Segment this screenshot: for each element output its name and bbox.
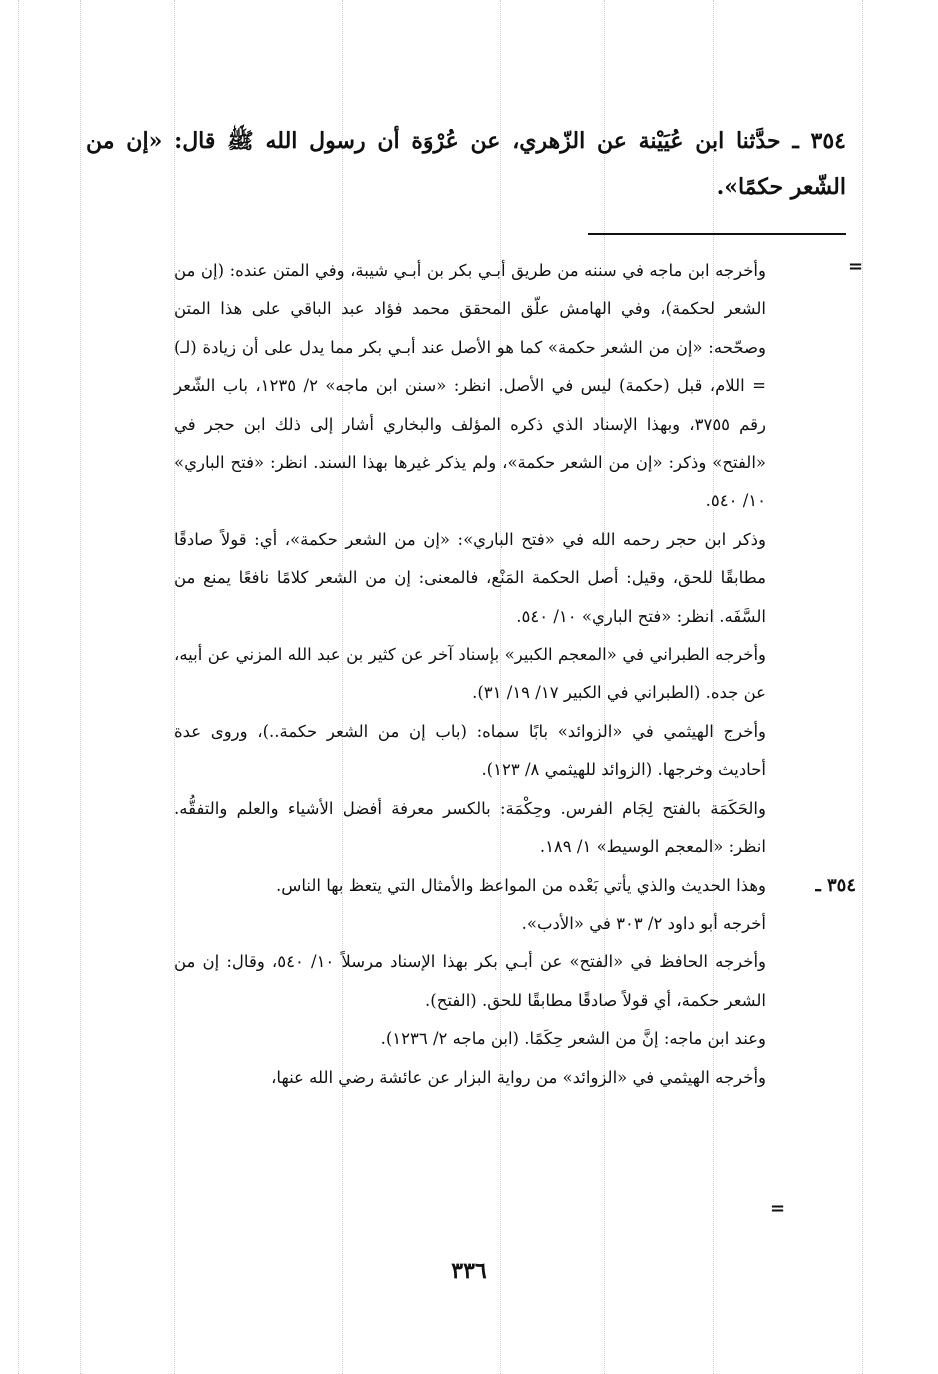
page-number: ٣٣٦ [451,1258,487,1284]
footnote-paragraph: وعند ابن ماجه: إنَّ من الشعر حِكَمًا. (ابن ماجه ٢/ ١٢٣٦). [380,1029,766,1049]
hadith-paragraph: ٣٥٤ ـ حدَّثنا ابن عُيَيْنة عن الزّهري، عن عُرْوَة أن رسول الله ﷺ قال: «إن من الشّعر حكمًا». [86,128,846,200]
footnote-paragraph: وأخرجه الحافظ في «الفتح» عن أبـي بكر بهذا الإسناد مرسلاً ١٠/ ٥٤٠، وقال: إن من الشعر حكمة، أي قولاً صادقًا مطابقًا للحق. (الفتح). [174,952,766,1010]
footnote-paragraph: وأخرجه ابن ماجه في سننه من طريق أبـي بكر بن أبـي شيبة، وفي المتن عنده: (إن من الشعر لحكمة)، وفي الهامش علّق المحقق محمد فؤاد عبد الباقي على هذا المتن وصحّحه: «إن من الشعر حكمة» كما هو الأصل عند أبـي بكر مما يدل على أن زيادة (لـ) = اللام، قبل (حكمة) ليس في الأصل. انظر: «سنن ابن ماجه» ٢/ ١٢٣٥، باب الشّعر رقم ٣٧٥٥، وبهذا الإسناد الذي ذكره المؤلف والبخاري أشار إلى ذلك ابن حجر في «الفتح» وذكر: «إن من الشعر حكمة»، ولم يذكر غيرها بهذا السند. انظر: «فتح الباري» ١٠/ ٥٤٠. [174,261,766,511]
footnote-number: ٣٥٤ ـ [815,874,856,896]
scan-guide-line [80,0,81,1374]
footnotes [174,252,856,1097]
footnote-paragraph: وأخرجه الهيثمي في «الزوائد» من رواية البزار عن عائشة رضي الله عنها، [271,1067,766,1087]
scan-guide-line [18,0,19,1374]
footnote-paragraph: وأخرجه الطبراني في «المعجم الكبير» بإسناد آخر عن كثير بن عبد الله المزني عن أبيه، عن جده. (الطبراني في الكبير ١٧/ ١٩/ ٣١). [174,645,766,703]
footnote-separator [588,233,846,235]
footnote-paragraph: وهذا الحديث والذي يأتي بَعْده من المواعظ والأمثال التي يتعظ بها الناس. [275,875,766,895]
hadith-text [86,118,846,210]
continuation-mark: = [770,1198,786,1219]
continuation-mark: = [848,256,864,277]
footnote-paragraph: أخرجه أبو داود ٢/ ٣٠٣ في «الأدب». [521,913,766,933]
footnote-paragraph: وذكر ابن حجر رحمه الله في «فتح الباري»: «إن من الشعر حكمة»، أي: قولاً صادقًا مطابقًا للحق، وقيل: أصل الحكمة المَنْع، فالمعنى: إن من الشعر كلامًا نافعًا يمنع من السَّفَه. انظر: «فتح الباري» ١٠/ ٥٤٠. [174,529,766,626]
footnote-354 [174,867,856,905]
footnote-paragraph: وأخرج الهيثمي في «الزوائد» بابًا سماه: (باب إن من الشعر حكمة..)، وروى عدة أحاديث وخرجها. (الزوائد للهيثمي ٨/ ١٢٣). [174,721,766,780]
footnote-paragraph: والحَكَمَة بالفتح لِجَام الفرس. وحِكْمَة: بالكسر معرفة أفضل الأشياء والعلم والتفقُّه. انظر: «المعجم الوسيط» ١/ ١٨٩. [174,798,766,857]
scan-guide-line [862,0,863,1374]
